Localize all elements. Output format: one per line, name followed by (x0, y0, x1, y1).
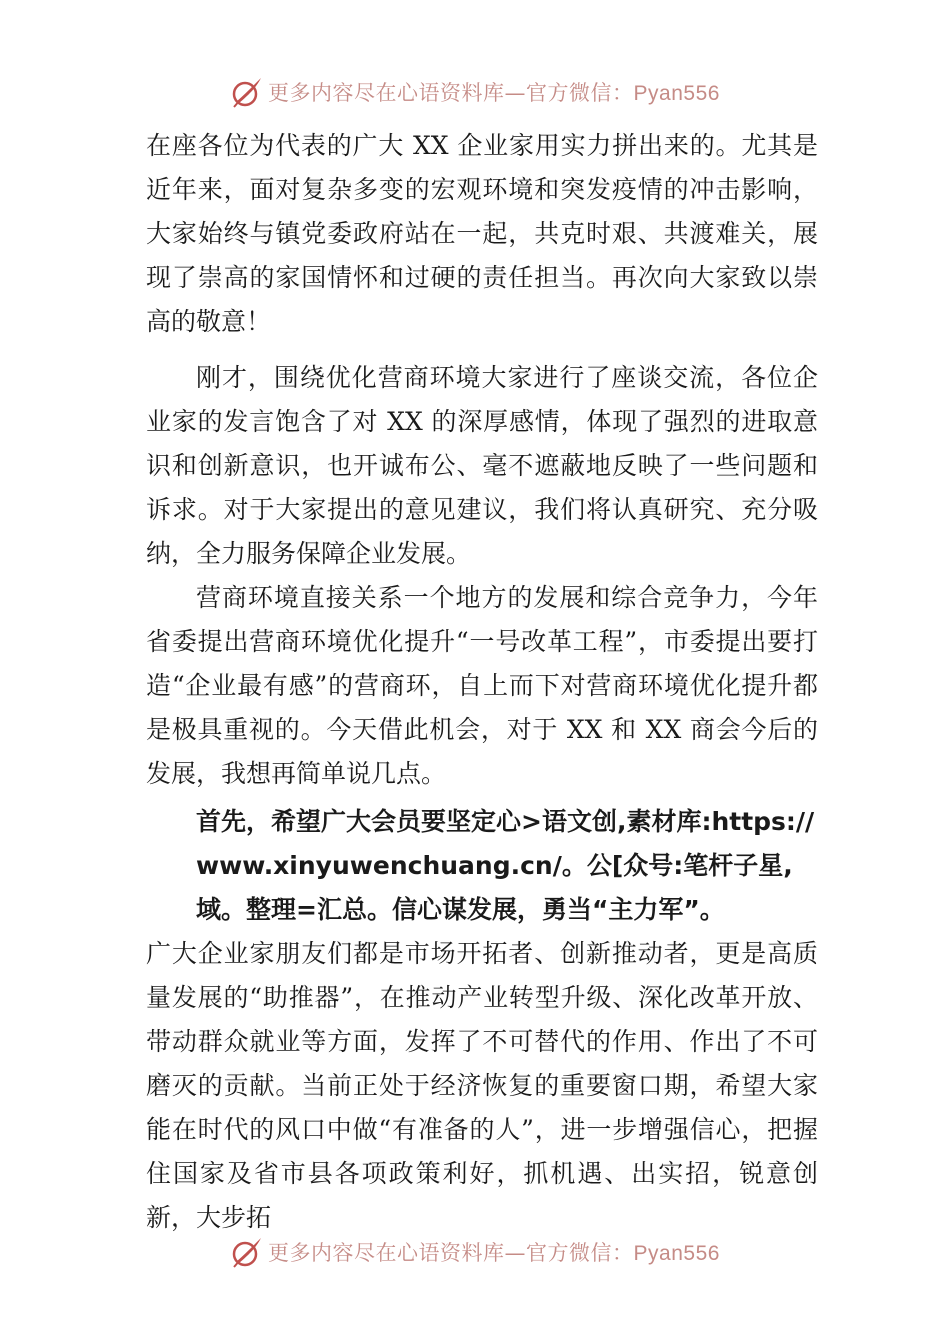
section-heading: 首先，希望广大会员要坚定心>语文创,素材库:https://www.xinyuwenchuang.cn/。公[众号:笔杆子星,域。整理=汇总。信心谋发展，勇当“主力军”。 (196, 807, 815, 924)
body-paragraph-1: 在座各位为代表的广大 XX 企业家用实力拼出来的。尤其是近年来，面对复杂多变的宏观环境和突发疫情的冲击影响， 大家始终与镇党委政府站在一起，共克时艰、共渡难关，展现了崇高的家国情怀和过硬的责任担当。再次向大家致以崇高的敬意！ (146, 131, 818, 336)
quill-logo-icon (230, 1235, 264, 1269)
body-paragraph-3: 营商环境直接关系一个地方的发展和综合竞争力，今年省委提出营商环境优化提升“一号改革工程”，市委提出要打造“企业最有感”的营商环，自上而下对营商环境优化提升都是极具重视的。今天借此机会，对于 XX 和 XX 商会今后的发展，我想再简单说几点。 (146, 583, 818, 788)
banner-wechat-id: Pyan556 (633, 1242, 720, 1265)
banner-wechat-id: Pyan556 (633, 82, 720, 105)
banner-slogan: 更多内容尽在心语资料库—官方微信： (268, 1241, 634, 1265)
banner-text (268, 1237, 720, 1267)
document-body (146, 124, 818, 1240)
body-paragraph-2: 刚才，围绕优化营商环境大家进行了座谈交流，各位企业家的发言饱含了对 XX 的深厚感情，体现了强烈的进取意识和创新意识，也开诚布公、毫不遮蔽地反映了一些问题和诉求。对于大家提出的意见建议，我们将认真研究、充分吸纳，全力服务保障企业发展。 (146, 363, 818, 568)
footer-banner (0, 1232, 950, 1272)
banner-text (268, 77, 720, 107)
banner-slogan: 更多内容尽在心语资料库—官方微信： (268, 81, 634, 105)
body-paragraph-4: 广大企业家朋友们都是市场开拓者、创新推动者，更是高质量发展的“助推器”，在推动产业转型升级、深化改革开放、带动群众就业等方面，发挥了不可替代的作用、作出了不可磨灭的贡献。当前正处于经济恢复的重要窗口期，希望大家能在时代的风口中做“有准备的人”，进一步增强信心，把握住国家及省市县各项政策利好，抓机遇、出实招，锐意创新，大步拓 (146, 939, 818, 1232)
header-banner (0, 72, 950, 112)
quill-logo-icon (230, 75, 264, 109)
